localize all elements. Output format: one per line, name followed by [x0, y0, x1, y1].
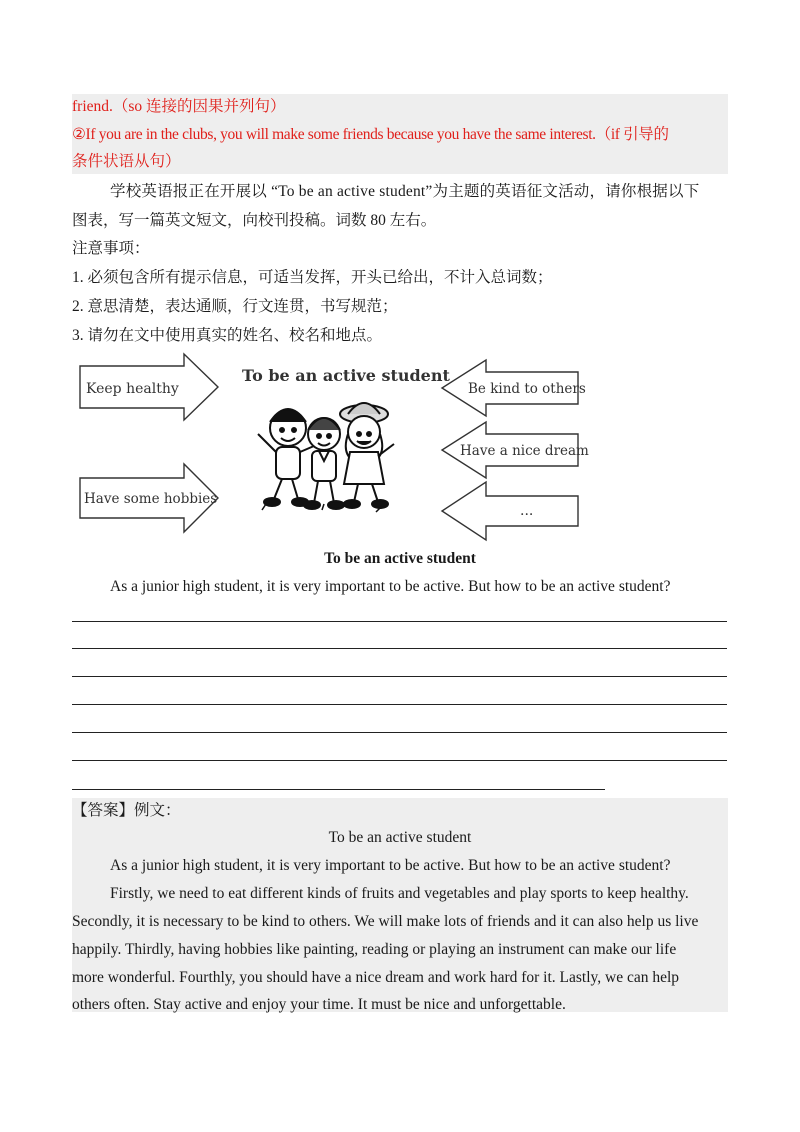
red-note-line-3: 条件状语从句）: [72, 153, 181, 170]
arrow-keep-healthy: [80, 354, 218, 420]
note-item-2: 2. 意思清楚，表达通顺，行文连贯，书写规范；: [72, 298, 398, 315]
notes-heading: 注意事项：: [72, 240, 150, 257]
task-intro-line-1: 学校英语报正在开展以 “To be an active student”为主题的英语征文活动，请你根据以下: [110, 183, 700, 200]
red-note-line-2: ②If you are in the clubs, you will make some friends because you have the same interest.（if 引导的: [72, 126, 669, 143]
note-item-3: 3. 请勿在文中使用真实的姓名、校名和地点。: [72, 327, 383, 344]
writing-line[interactable]: [72, 621, 727, 622]
arrow-label-more: ...: [520, 503, 534, 519]
answer-label: 【答案】例文：: [72, 802, 181, 819]
answer-line-4: happily. Thirdly, having hobbies like painting, reading or playing an instrument can make our life: [72, 941, 677, 958]
writing-line[interactable]: [72, 676, 727, 677]
note-item-1: 1. 必须包含所有提示信息，可适当发挥，开头已给出，不计入总词数；: [72, 269, 553, 286]
answer-line-2: Firstly, we need to eat different kinds of fruits and vegetables and play sports to keep healthy.: [110, 885, 689, 902]
arrow-have-some-hobbies: [80, 464, 218, 532]
writing-line[interactable]: [72, 760, 727, 761]
arrow-more: [442, 482, 578, 540]
essay-opening: As a junior high student, it is very important to be active. But how to be an active student?: [110, 578, 671, 595]
task-figure: [78, 352, 598, 547]
task-intro-line-2: 图表，写一篇英文短文，向校刊投稿。词数 80 左右。: [72, 212, 437, 229]
writing-line[interactable]: [72, 789, 605, 790]
answer-line-3: Secondly, it is necessary to be kind to others. We will make lots of friends and it can also help us live: [72, 913, 699, 930]
arrow-label-nice-dream: Have a nice dream: [460, 443, 589, 459]
answer-title: To be an active student: [328, 829, 472, 846]
answer-line-1: As a junior high student, it is very important to be active. But how to be an active student?: [110, 857, 671, 874]
arrow-nice-dream: [442, 422, 589, 478]
arrow-label-keep-healthy: Keep healthy: [86, 381, 179, 397]
red-note-line-1: friend.（so 连接的因果并列句）: [72, 98, 286, 115]
writing-line[interactable]: [72, 732, 727, 733]
kids-illustration: [258, 403, 394, 512]
writing-line[interactable]: [72, 704, 727, 705]
answer-line-5: more wonderful. Fourthly, you should have a nice dream and work hard for it. Lastly, we can help: [72, 969, 680, 986]
writing-line[interactable]: [72, 648, 727, 649]
arrow-label-be-kind: Be kind to others: [468, 381, 586, 397]
arrow-label-have-some-hobbies: Have some hobbies: [84, 491, 218, 507]
answer-line-6: others often. Stay active and enjoy your time. It must be nice and unforgettable.: [72, 996, 566, 1013]
figure-title: To be an active student: [242, 366, 450, 385]
arrow-be-kind: [442, 360, 586, 416]
essay-title: To be an active student: [324, 550, 476, 567]
